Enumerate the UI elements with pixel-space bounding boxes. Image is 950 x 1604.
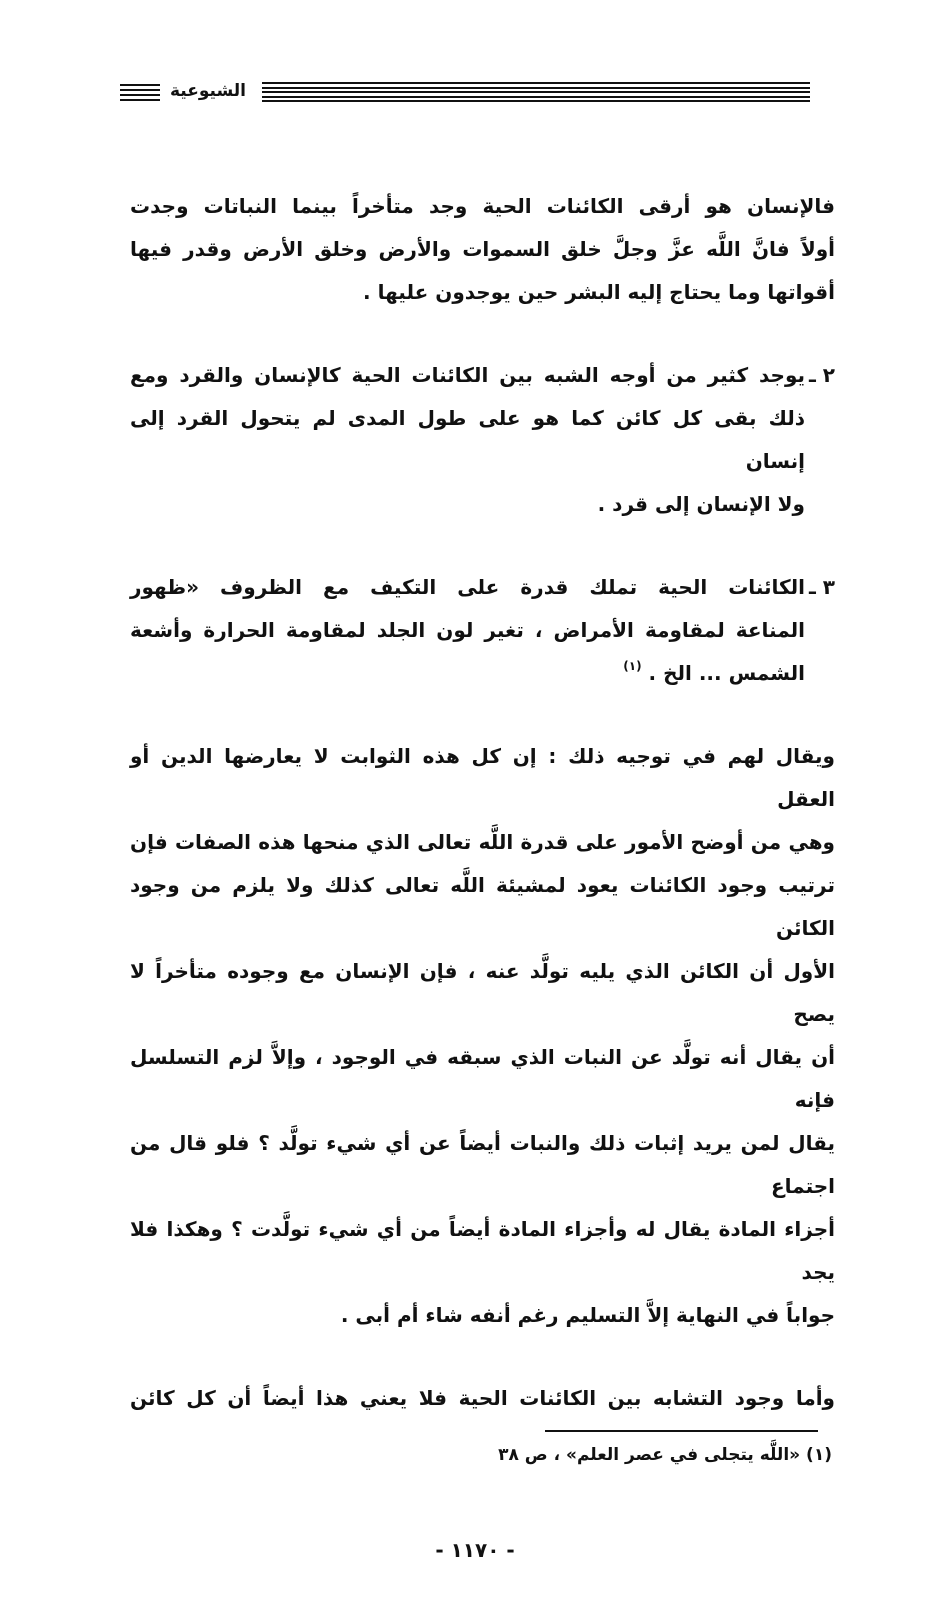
footnote-reference[interactable]: (١) bbox=[623, 659, 642, 673]
body-text bbox=[130, 185, 835, 1420]
list-item-number: ٣ ـ bbox=[808, 575, 835, 599]
paragraph-2-line bbox=[130, 821, 835, 864]
list-item-3-line bbox=[130, 609, 805, 652]
paragraph-1-line bbox=[130, 185, 835, 228]
line-text: يوجد كثير من أوجه الشبه بين الكائنات الحية كالإنسان والقرد ومع bbox=[130, 363, 805, 387]
list-item-2 bbox=[130, 354, 835, 526]
list-item-3 bbox=[130, 566, 835, 695]
paragraph-2-line bbox=[130, 735, 835, 821]
line-text: جواباً في النهاية إلاَّ التسليم رغم أنفه شاء أم أبى . bbox=[340, 1303, 835, 1327]
line-text: ويقال لهم في توجيه ذلك : إن كل هذه الثوابت لا يعارضها الدين أو العقل bbox=[130, 744, 835, 811]
paragraph-2-line bbox=[130, 950, 835, 1036]
line-text: يقال لمن يريد إثبات ذلك والنبات أيضاً عن أي شيء تولَّد ؟ فلو قال من اجتماع bbox=[130, 1131, 835, 1198]
list-item-text bbox=[130, 354, 805, 526]
footnotes bbox=[130, 1430, 835, 1468]
list-item-number: ٢ ـ bbox=[808, 363, 835, 387]
running-header bbox=[0, 0, 950, 140]
paragraph-3-line bbox=[130, 1377, 835, 1420]
page-number: - ١١٧٠ - bbox=[435, 1538, 515, 1562]
line-text: وهي من أوضح الأمور على قدرة اللَّه تعالى الذي منحها هذه الصفات فإن bbox=[130, 830, 835, 854]
paragraph-2-line bbox=[130, 1208, 835, 1294]
footnote: (١) «اللَّه يتجلى في عصر العلم» ، ص ٣٨ bbox=[498, 1445, 832, 1465]
list-item-text bbox=[130, 566, 805, 695]
header-rule-left bbox=[120, 84, 160, 101]
line-text: أقواتها وما يحتاج إليه البشر حين يوجدون عليها . bbox=[363, 280, 835, 304]
running-header-title: الشيوعية bbox=[170, 81, 246, 101]
list-item-2-line bbox=[130, 397, 805, 483]
line-text: ولا الإنسان إلى قرد . bbox=[597, 492, 805, 516]
line-text: الأول أن الكائن الذي يليه تولَّد عنه ، فإن الإنسان مع وجوده متأخراً لا يصح bbox=[130, 959, 835, 1026]
paragraph-1 bbox=[130, 185, 835, 314]
line-text: ترتيب وجود الكائنات يعود لمشيئة اللَّه تعالى كذلك ولا يلزم من وجود الكائن bbox=[130, 873, 835, 940]
paragraph-2-line bbox=[130, 1122, 835, 1208]
list-item-3-line bbox=[130, 566, 805, 609]
paragraph-1-line bbox=[130, 271, 835, 314]
line-text: أجزاء المادة يقال له وأجزاء المادة أيضاً من أي شيء تولَّدت ؟ وهكذا فلا يجد bbox=[130, 1217, 835, 1284]
line-text: فالإنسان هو أرقى الكائنات الحية وجد متأخراً بينما النباتات وجدت bbox=[130, 194, 835, 218]
paragraph-2-line bbox=[130, 1036, 835, 1122]
paragraph-2-line bbox=[130, 1294, 835, 1337]
paragraph-2-line bbox=[130, 864, 835, 950]
footnote-separator bbox=[545, 1430, 818, 1432]
line-text: المناعة لمقاومة الأمراض ، تغير لون الجلد لمقاومة الحرارة وأشعة bbox=[130, 618, 805, 642]
list-item-2-line bbox=[130, 483, 805, 526]
line-text: أن يقال أنه تولَّد عن النبات الذي سبقه في الوجود ، وإلاَّ لزم التسلسل فإنه bbox=[130, 1045, 835, 1112]
line-text: ذلك بقى كل كائن كما هو على طول المدى لم يتحول القرد إلى إنسان bbox=[130, 406, 805, 473]
list-item-2-line bbox=[130, 354, 805, 397]
line-text: الكائنات الحية تملك قدرة على التكيف مع الظروف «ظهور bbox=[130, 575, 805, 599]
line-text: الشمس ... الخ . bbox=[648, 661, 805, 685]
paragraph-3 bbox=[130, 1377, 835, 1420]
paragraph-1-line bbox=[130, 228, 835, 271]
line-text: أولاً فانَّ اللَّه عزَّ وجلَّ خلق السموات والأرض وخلق الأرض وقدر فيها bbox=[130, 237, 835, 261]
header-rule-right bbox=[262, 82, 810, 102]
paragraph-2 bbox=[130, 735, 835, 1337]
list-item-3-line bbox=[130, 652, 805, 695]
line-text: وأما وجود التشابه بين الكائنات الحية فلا يعني هذا أيضاً أن كل كائن bbox=[130, 1386, 835, 1410]
